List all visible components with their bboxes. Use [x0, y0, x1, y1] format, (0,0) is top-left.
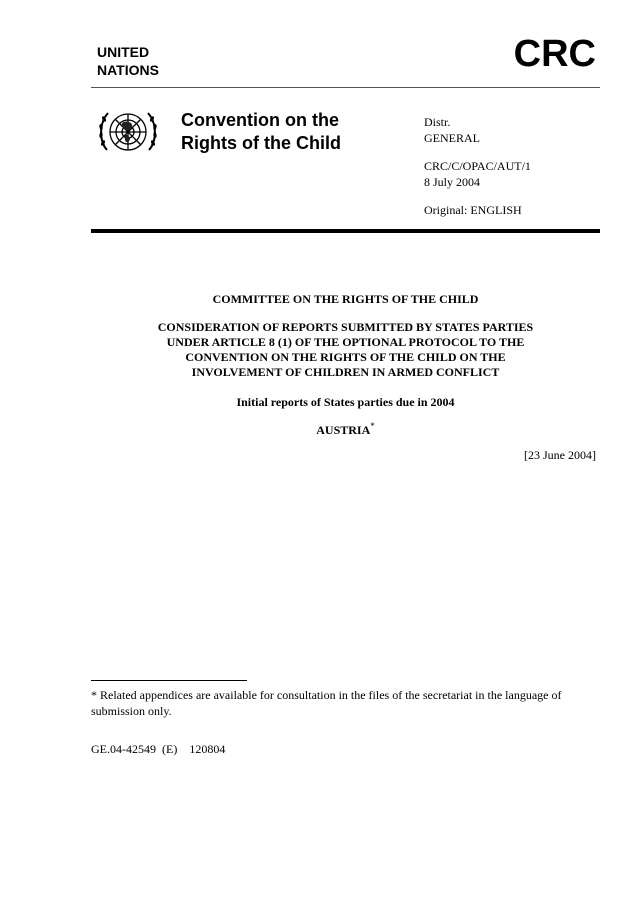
header-rule: [91, 87, 600, 88]
org-line-2: NATIONS: [97, 62, 159, 78]
convention-title-line-1: Convention on the: [181, 110, 339, 130]
distr-value: GENERAL: [424, 131, 480, 145]
org-line-1: UNITED: [97, 44, 150, 60]
organization-name: [97, 43, 159, 79]
title-block-rule: [91, 229, 600, 233]
country-name: AUSTRIA: [316, 423, 371, 437]
un-emblem-icon: [95, 103, 161, 161]
convention-title-line-2: Rights of the Child: [181, 133, 341, 153]
distr-label: Distr.: [424, 115, 451, 129]
consideration-line: CONVENTION ON THE RIGHTS OF THE CHILD ON THE: [185, 350, 506, 364]
distribution-block: [424, 114, 531, 218]
footnote-rule: [91, 680, 247, 681]
job-number: GE.04-42549 (E) 120804: [91, 742, 226, 756]
consideration-line: UNDER ARTICLE 8 (1) OF THE OPTIONAL PROTOCOL TO THE: [166, 335, 525, 349]
document-symbol: CRC/C/OPAC/AUT/1: [424, 159, 531, 173]
country-heading: [91, 421, 600, 438]
footnote: * Related appendices are available for consultation in the files of the secretariat in the language of submission only.: [91, 688, 562, 718]
footnote-marker: *: [370, 421, 375, 431]
committee-heading: COMMITTEE ON THE RIGHTS OF THE CHILD: [212, 292, 479, 306]
original-language: Original: ENGLISH: [424, 203, 522, 217]
convention-title: [181, 109, 341, 155]
consideration-line: INVOLVEMENT OF CHILDREN IN ARMED CONFLICT: [191, 365, 500, 379]
document-date: 8 July 2004: [424, 175, 481, 189]
report-date: [23 June 2004]: [524, 448, 596, 462]
document-series-symbol: CRC: [513, 33, 596, 75]
consideration-heading: [91, 320, 600, 380]
consideration-line: CONSIDERATION OF REPORTS SUBMITTED BY STATES PARTIES: [157, 320, 534, 334]
initial-reports-heading: Initial reports of States parties due in 2004: [236, 395, 455, 409]
